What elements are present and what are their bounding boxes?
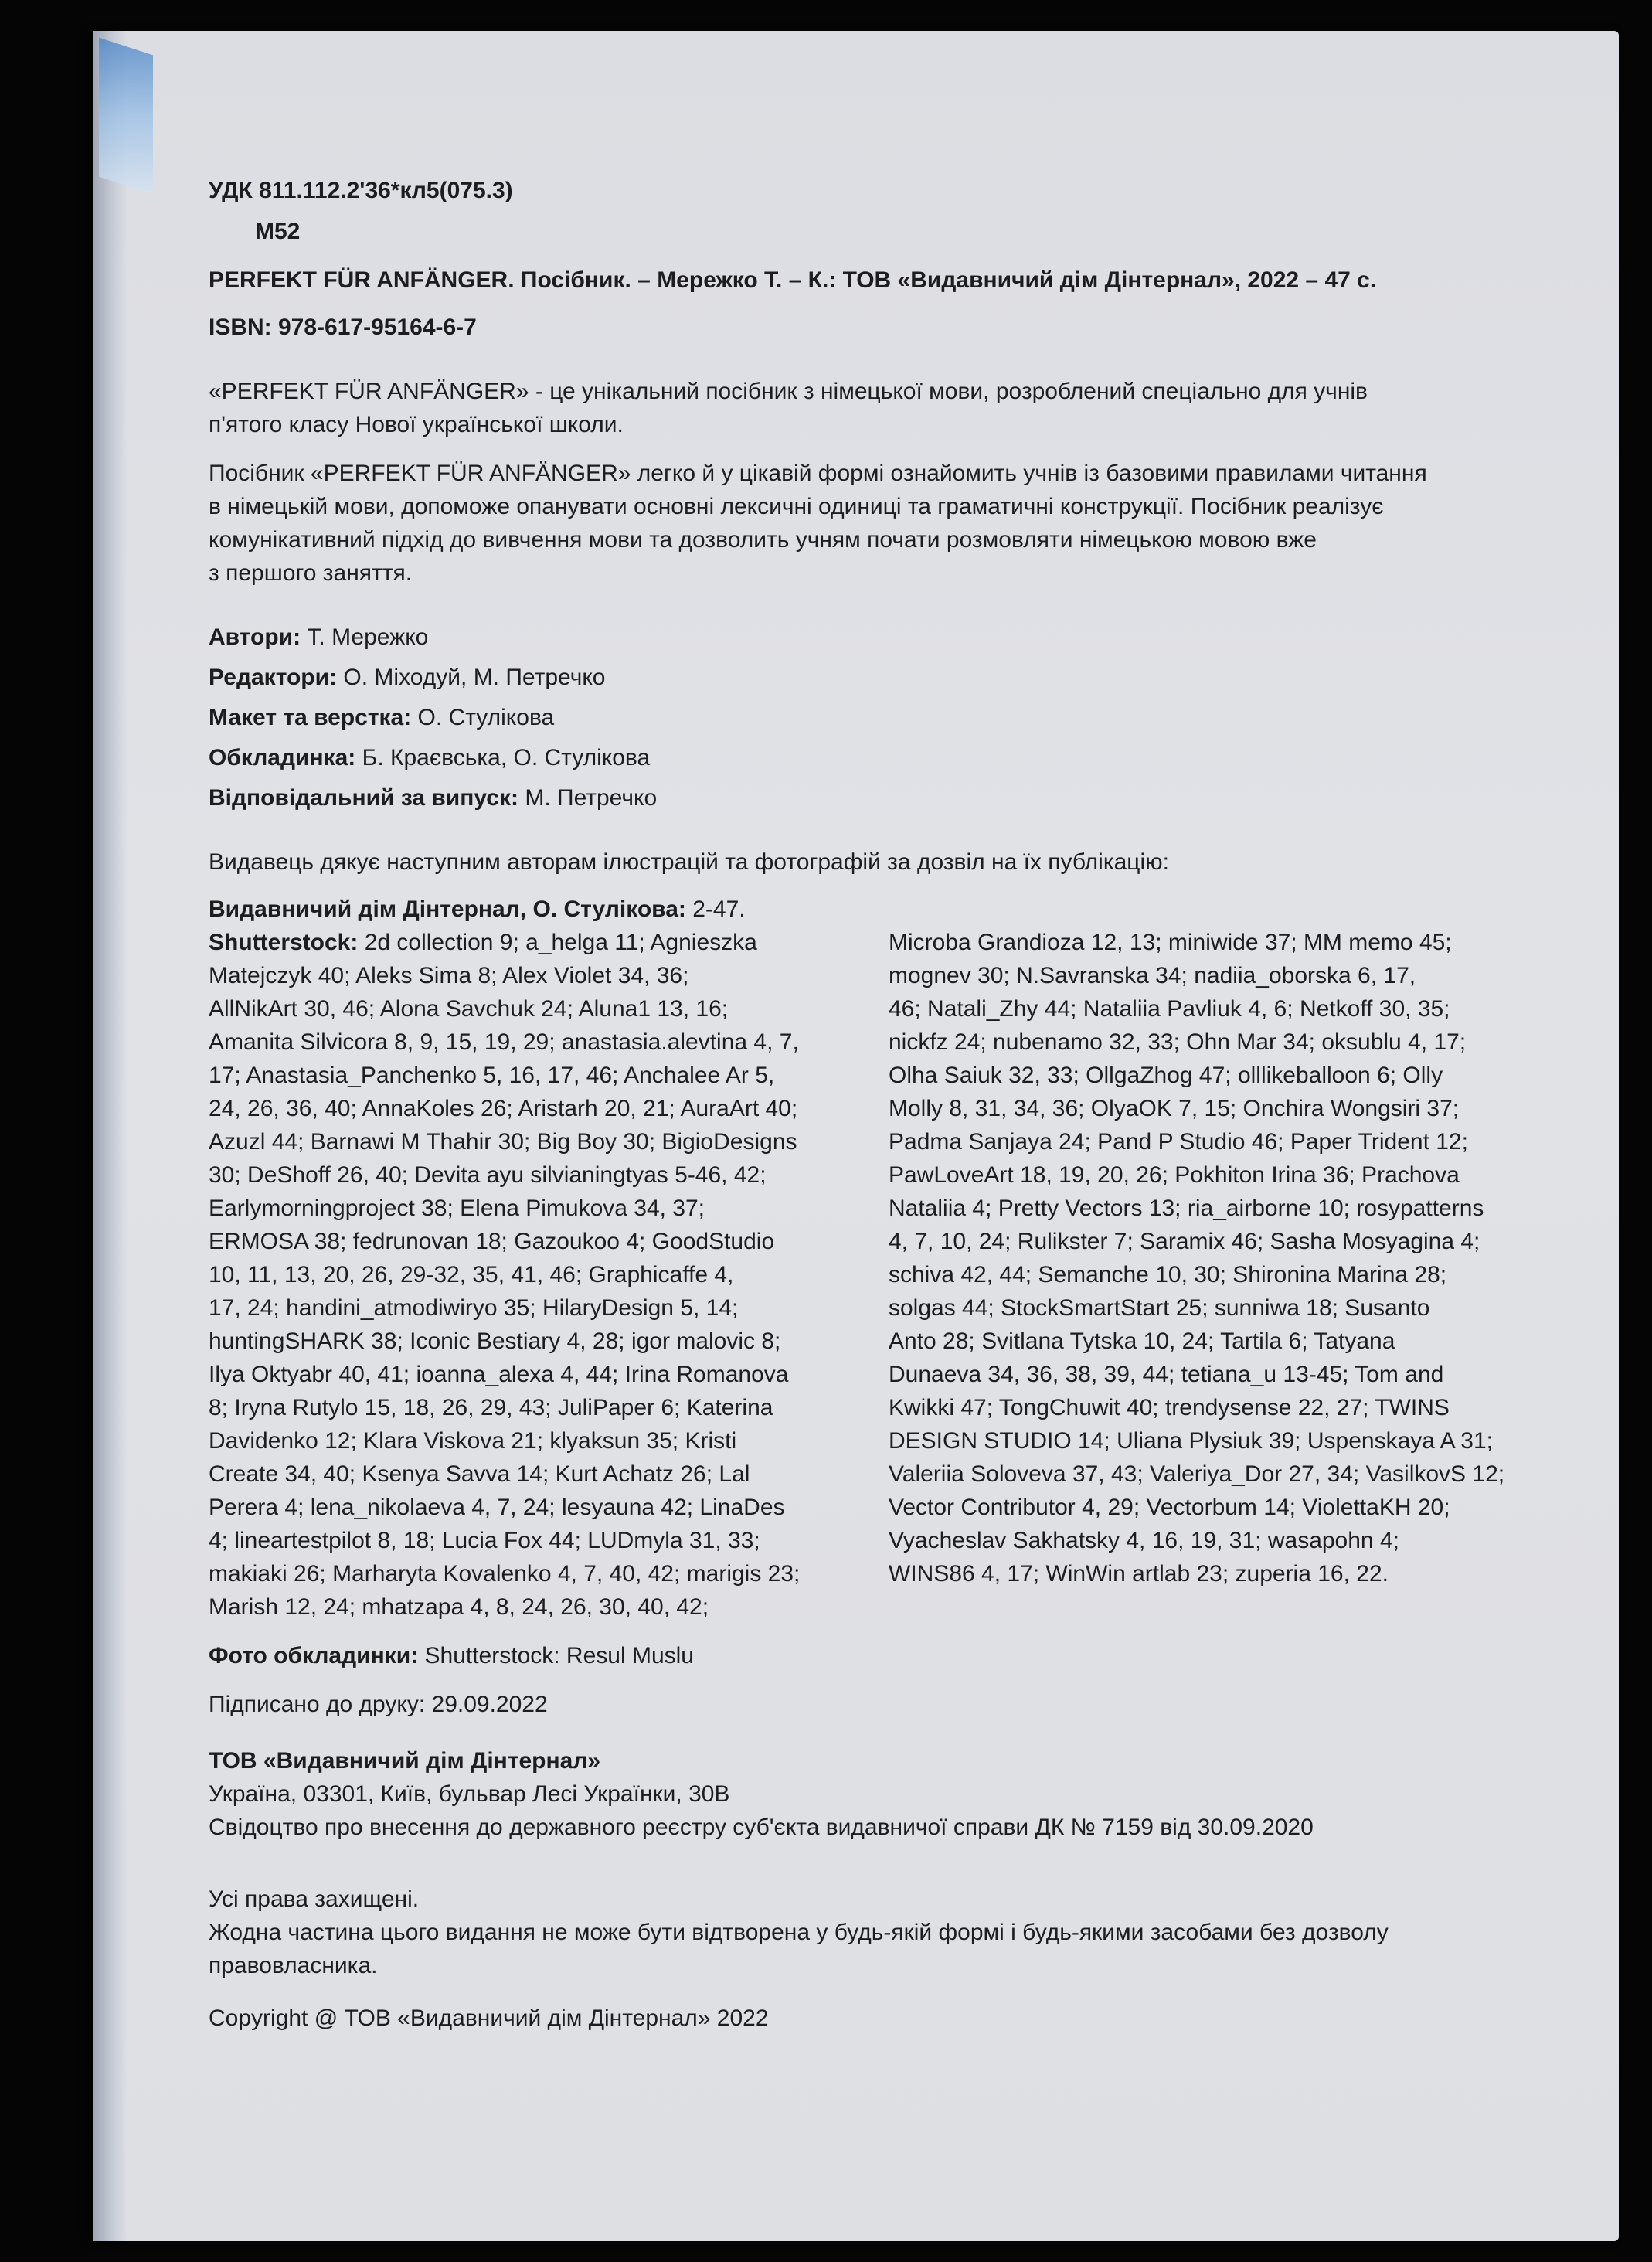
credit-line: DESIGN STUDIO 14; Uliana Plysiuk 39; Uspenskaya A 31; [889, 1428, 1494, 1454]
publisher-illustrations [209, 893, 865, 926]
credit-line: schiva 42, 44; Semanche 10, 30; Shironina Marina 28; [889, 1262, 1447, 1287]
credit-line: 30; DeShoff 26, 40; Devita ayu silvianingtyas 5-46, 42; [209, 1162, 767, 1188]
credit-line: solgas 44; StockSmartStart 25; sunniwa 18; Susanto [889, 1295, 1430, 1321]
credit-layout [209, 701, 1553, 734]
credit-line: Azuzl 44; Barnawi M Thahir 30; Big Boy 30; BigioDesigns [209, 1129, 797, 1155]
credits-list [209, 621, 1553, 815]
rights-line: правовласника. [209, 1953, 378, 1978]
credit-line: huntingSHARK 38; Iconic Bestiary 4, 28; igor malovic 8; [209, 1328, 781, 1354]
credit-line: mognev 30; N.Savranska 34; nadiia_oborska 6, 17, [889, 963, 1416, 988]
credit-line: Create 34, 40; Ksenya Savva 14; Kurt Achatz 26; Lal [209, 1461, 750, 1487]
bibliographic-line: PERFEKT FÜR ANFÄNGER. Посібник. – Мережко Т. – К.: ТОВ «Видавничий дім Дінтернал», 2022 – 47 с. [209, 267, 1377, 293]
description-line: «PERFEKT FÜR ANFÄNGER» - це унікальний посібник з німецької мови, розроблений спеціально для учнів [209, 379, 1368, 404]
credit-line: Ilya Oktyabr 40, 41; ioanna_alexa 4, 44; Irina Romanova [209, 1362, 789, 1387]
thanks-line: Видавець дякує наступним авторам ілюстрацій та фотографій за дозвіл на їх публікацію: [209, 849, 1169, 875]
illustration-credits-right [889, 893, 1553, 1624]
publisher-certificate: Свідоцтво про внесення до державного реєстру суб'єкта видавничої справи ДК № 7159 від 30.09.2020 [209, 1815, 1314, 1840]
credit-line: Perera 4; lena_nikolaeva 4, 7, 24; lesyauna 42; LinaDes [209, 1495, 785, 1520]
credit-line: Davidenko 12; Klara Viskova 21; klyaksun 35; Kristi [209, 1428, 737, 1454]
credit-line: Anto 28; Svitlana Tytska 10, 24; Tartila 6; Tatyana [889, 1328, 1395, 1354]
credit-responsible [209, 781, 1553, 815]
publisher-block [209, 1744, 1553, 1844]
rights-line: Жодна частина цього видання не може бути відтворена у будь-якій формі і будь-якими засобами без дозволу [209, 1920, 1389, 1945]
credit-label: Обкладинка: [209, 745, 356, 770]
credit-line: nickfz 24; nubenamo 32, 33; Ohn Mar 34; oksublu 4, 17; [889, 1029, 1467, 1055]
description-line: Посібник «PERFEKT FÜR ANFÄNGER» легко й у цікавій формі ознайомить учнів із базовими правилами читання [209, 461, 1427, 486]
credit-line: Microba Grandioza 12, 13; miniwide 37; MM memo 45; [889, 930, 1452, 955]
illustration-credits [209, 893, 1553, 1624]
description-line: з першого заняття. [209, 560, 413, 586]
credit-line: Vyacheslav Sakhatsky 4, 16, 19, 31; wasapohn 4; [889, 1528, 1399, 1553]
illustration-credits-left [209, 893, 865, 1624]
credit-line: Vector Contributor 4, 29; Vectorbum 14; ViolettaKH 20; [889, 1495, 1450, 1520]
page-fold-edge [93, 31, 127, 2241]
credit-line: Amanita Silvicora 8, 9, 15, 19, 29; anastasia.alevtina 4, 7, [209, 1029, 799, 1055]
copyright-line: Copyright @ ТОВ «Видавничий дім Дінтернал» 2022 [209, 2005, 769, 2031]
credit-line: 10, 11, 13, 20, 26, 29-32, 35, 41, 46; Graphicaffe 4, [209, 1262, 734, 1287]
credit-line: Valeriia Soloveva 37, 43; Valeriya_Dor 27, 34; VasilkovS 12; [889, 1461, 1505, 1487]
description-paragraph-1 [209, 375, 1553, 441]
rights-line: Усі права захищені. [209, 1886, 420, 1912]
credit-value: М. Петречко [518, 785, 658, 811]
description-line: комунікативний підхід до вивчення мови та дозволить учням почати розмовляти німецькою мовою вже [209, 527, 1317, 553]
credit-cover [209, 741, 1553, 774]
credit-line: 4, 7, 10, 24; Rulikster 7; Saramix 46; Sasha Mosyagina 4; [889, 1229, 1480, 1254]
credit-value: О. Стулікова [411, 705, 555, 730]
credit-authors [209, 621, 1553, 654]
credit-line: Kwikki 47; TongChuwit 40; trendysense 22, 27; TWINS [889, 1395, 1450, 1420]
credit-line: 24, 26, 36, 40; AnnaKoles 26; Aristarh 20, 21; AuraArt 40; [209, 1096, 798, 1121]
publisher-address: Україна, 03301, Київ, бульвар Лесі Українки, 30В [209, 1781, 730, 1807]
author-mark: М52 [255, 219, 301, 244]
description-paragraph-2 [209, 457, 1553, 590]
credit-label: Відповідальний за випуск: [209, 785, 519, 811]
credit-line: ERMOSA 38; fedrunovan 18; Gazoukoo 4; GoodStudio [209, 1229, 775, 1254]
cover-photo-credit [209, 1639, 1553, 1672]
credit-line: Matejczyk 40; Aleks Sima 8; Alex Violet 34, 36; [209, 963, 689, 988]
credit-line: 8; Iryna Rutylo 15, 18, 26, 29, 43; JuliPaper 6; Katerina [209, 1395, 773, 1420]
credit-line: Earlymorningproject 38; Elena Pimukova 34, 37; [209, 1196, 705, 1221]
credit-line: Molly 8, 31, 34, 36; OlyaOK 7, 15; Onchira Wongsiri 37; [889, 1096, 1460, 1121]
signed-date: Підписано до друку: 29.09.2022 [209, 1692, 548, 1717]
credit-value: Т. Мережко [301, 624, 429, 650]
credit-line: Padma Sanjaya 24; Pand P Studio 46; Paper Trident 12; [889, 1129, 1468, 1155]
credit-line: AllNikArt 30, 46; Alona Savchuk 24; Aluna1 13, 16; [209, 996, 729, 1022]
credit-line: Olha Saiuk 32, 33; OllgaZhog 47; olllikeballoon 6; Olly [889, 1063, 1443, 1088]
credit-label: Редактори: [209, 665, 338, 690]
cover-photo-label: Фото обкладинки: [209, 1643, 419, 1668]
udk-code: УДК 811.112.2'36*кл5(075.3) [209, 178, 513, 203]
credit-label: Автори: [209, 624, 301, 650]
shutterstock-first-value: 2d collection 9; a_helga 11; Agnieszka [358, 930, 757, 955]
credit-line: Dunaeva 34, 36, 38, 39, 44; tetiana_u 13-45; Tom and [889, 1362, 1444, 1387]
credit-line: 46; Natali_Zhy 44; Nataliia Pavliuk 4, 6; Netkoff 30, 35; [889, 996, 1450, 1022]
cover-corner-strip [99, 38, 153, 195]
isbn: ISBN: 978-617-95164-6-7 [209, 315, 477, 340]
shutterstock-label: Shutterstock: [209, 930, 359, 955]
cover-photo-value: Shutterstock: Resul Muslu [418, 1643, 694, 1668]
credit-line: Marish 12, 24; mhatzapa 4, 8, 24, 26, 30, 40, 42; [209, 1594, 709, 1620]
publisher-illustrations-value: 2-47. [685, 896, 746, 922]
credit-line: 17; Anastasia_Panchenko 5, 16, 17, 46; Anchalee Ar 5, [209, 1063, 775, 1088]
credit-line: 4; lineartestpilot 8, 18; Lucia Fox 44; LUDmyla 31, 33; [209, 1528, 760, 1553]
credit-line: WINS86 4, 17; WinWin artlab 23; zuperia 16, 22. [889, 1561, 1389, 1587]
publisher-name: ТОВ «Видавничий дім Дінтернал» [209, 1748, 601, 1774]
rights-block [209, 1883, 1553, 1982]
shutterstock-first-line [209, 926, 865, 959]
credit-line: PawLoveArt 18, 19, 20, 26; Pokhiton Irina 36; Prachova [889, 1162, 1460, 1188]
publisher-illustrations-label: Видавничий дім Дінтернал, О. Стулікова: [209, 896, 686, 922]
credit-label: Макет та верстка: [209, 705, 412, 730]
credit-line: Nataliia 4; Pretty Vectors 13; ria_airborne 10; rosypatterns [889, 1196, 1484, 1221]
credit-line: 17, 24; handini_atmodiwiryo 35; HilaryDesign 5, 14; [209, 1295, 739, 1321]
description-line: в німецькій мови, допоможе опанувати основні лексичні одиниці та граматичні конструкції. Посібник реалізує [209, 494, 1384, 519]
credit-value: Б. Краєвська, О. Стулікова [355, 745, 651, 770]
description-line: п'ятого класу Нової української школи. [209, 412, 624, 437]
credit-value: О. Міходуй, М. Петречко [337, 665, 606, 690]
credit-line: makiaki 26; Marharyta Kovalenko 4, 7, 40, 42; marigis 23; [209, 1561, 801, 1587]
credit-editors [209, 661, 1553, 694]
imprint-text [209, 174, 1553, 2035]
